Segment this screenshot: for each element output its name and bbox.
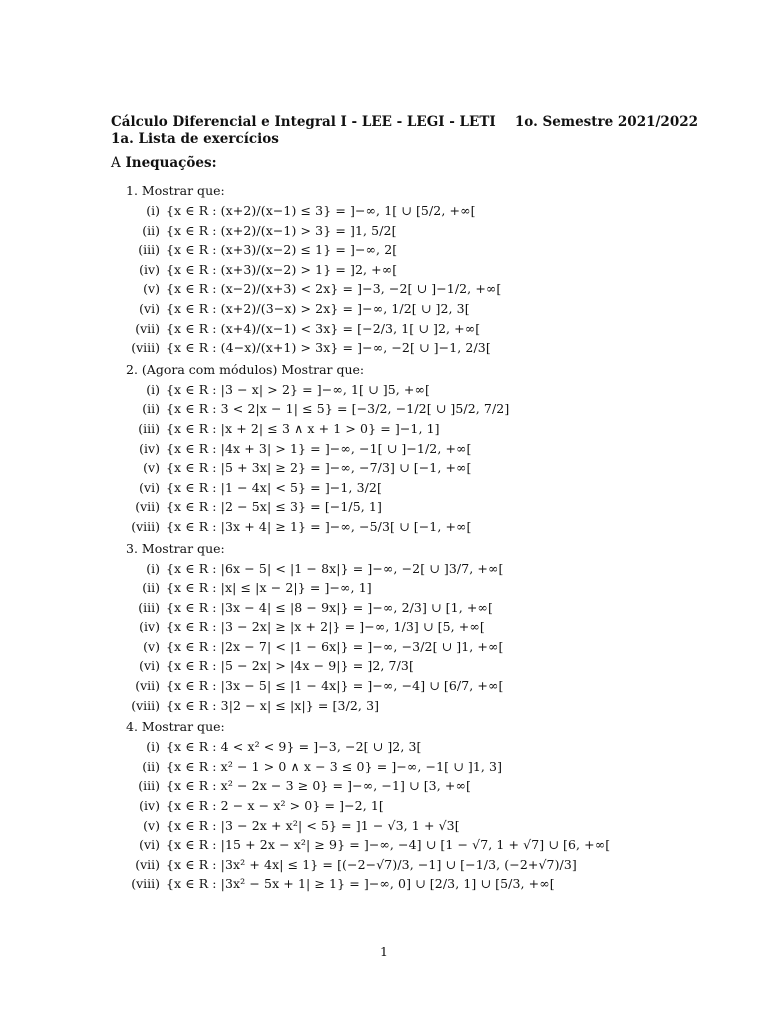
- item-expression: {x ∈ R : |3x − 4| ≤ |8 − 9x|} = ]−∞, 2/3] ∪ [1, +∞[: [166, 599, 493, 615]
- item-label: (iii): [138, 778, 160, 794]
- item-expression: {x ∈ R : (x+2)/(3−x) > 2x} = ]−∞, 1/2[ ∪ ]2, 3[: [166, 300, 470, 316]
- page-number: 1: [380, 944, 388, 959]
- course-title: Cálculo Diferencial e Integral I - LEE - LEGI - LETI: [111, 114, 496, 130]
- item-label: (vi): [139, 658, 160, 674]
- exercise-instruction: Mostrar que:: [141, 183, 225, 198]
- exercise-item: [126, 497, 726, 517]
- exercise-item: [126, 796, 726, 816]
- item-label: (vii): [135, 320, 160, 336]
- item-label: (iv): [139, 798, 160, 814]
- item-label: (iv): [139, 440, 160, 456]
- item-expression: {x ∈ R : |15 + 2x − x²| ≥ 9} = ]−∞, −4] ∪ [1 − √7, 1 + √7] ∪ [6, +∞[: [166, 837, 611, 853]
- exercise-1: [126, 181, 726, 358]
- item-expression: {x ∈ R : |1 − 4x| < 5} = ]−1, 3/2[: [166, 479, 382, 495]
- item-expression: {x ∈ R : (x+2)/(x−1) > 3} = ]1, 5/2[: [166, 222, 397, 238]
- item-label: (v): [143, 460, 160, 476]
- exercise-instruction: Mostrar que:: [141, 540, 225, 556]
- item-label: (iii): [138, 242, 160, 258]
- item-expression: {x ∈ R : |3x² + 4x| ≤ 1} = [(−2−√7)/3, −1] ∪ [−1/3, (−2+√7)/3]: [166, 856, 577, 872]
- exercise-item: [126, 617, 726, 637]
- exercise-list: [126, 181, 726, 896]
- item-label: (ii): [142, 222, 160, 238]
- exercise-item: [126, 855, 726, 875]
- item-label: (viii): [131, 340, 160, 356]
- exercise-instruction: Mostrar que:: [141, 719, 225, 735]
- exercise-title: [126, 539, 726, 559]
- item-expression: {x ∈ R : |4x + 3| > 1} = ]−∞, −1[ ∪ ]−1/2, +∞[: [166, 440, 472, 456]
- item-expression: {x ∈ R : |3x + 4| ≥ 1} = ]−∞, −5/3[ ∪ [−1, +∞[: [166, 518, 472, 534]
- item-label: (iv): [139, 261, 160, 277]
- item-expression: {x ∈ R : 2 − x − x² > 0} = ]−2, 1[: [166, 798, 384, 814]
- sheet-title: 1a. Lista de exercícios: [111, 131, 279, 147]
- item-label: (i): [146, 381, 160, 397]
- item-expression: {x ∈ R : 3 < 2|x − 1| ≤ 5} = [−3/2, −1/2[ ∪ ]5/2, 7/2]: [166, 401, 510, 417]
- exercise-4: [126, 717, 726, 894]
- item-expression: {x ∈ R : |3 − x| > 2} = ]−∞, 1[ ∪ ]5, +∞[: [166, 381, 430, 397]
- item-expression: {x ∈ R : |6x − 5| < |1 − 8x|} = ]−∞, −2[ ∪ ]3/7, +∞[: [166, 560, 504, 576]
- exercise-number: 3.: [126, 540, 138, 556]
- exercise-instruction: (Agora com módulos) Mostrar que:: [141, 361, 365, 377]
- exercise-item: [126, 380, 726, 400]
- section-heading: [111, 155, 217, 171]
- item-label: (vi): [139, 300, 160, 316]
- exercise-item: [126, 221, 726, 241]
- item-expression: {x ∈ R : |3x − 5| ≤ |1 − 4x|} = ]−∞, −4] ∪ [6/7, +∞[: [166, 678, 504, 694]
- exercise-item: [126, 260, 726, 280]
- item-expression: {x ∈ R : |x + 2| ≤ 3 ∧ x + 1 > 0} = ]−1, 1]: [166, 420, 440, 436]
- item-label: (vii): [135, 499, 160, 515]
- exercise-item: [126, 656, 726, 676]
- item-label: (vii): [135, 856, 160, 872]
- item-expression: {x ∈ R : (x+4)/(x−1) < 3x} = [−2/3, 1[ ∪ ]2, +∞[: [166, 320, 481, 336]
- exercise-item: [126, 676, 726, 696]
- exercise-item: [126, 517, 726, 537]
- exercise-2: [126, 360, 726, 537]
- exercise-item: [126, 578, 726, 598]
- item-label: (i): [146, 739, 160, 755]
- exercise-item: [126, 816, 726, 836]
- exercise-item: [126, 439, 726, 459]
- item-label: (viii): [131, 697, 160, 713]
- item-label: (vi): [139, 837, 160, 853]
- section-letter: A: [111, 155, 121, 171]
- item-label: (ii): [142, 758, 160, 774]
- item-expression: {x ∈ R : (x+2)/(x−1) ≤ 3} = ]−∞, 1[ ∪ [5/2, +∞[: [166, 203, 476, 218]
- item-label: (vii): [135, 678, 160, 694]
- item-expression: {x ∈ R : |5 − 2x| > |4x − 9|} = ]2, 7/3[: [166, 658, 414, 674]
- item-label: (viii): [131, 876, 160, 892]
- item-expression: {x ∈ R : (x−2)/(x+3) < 2x} = ]−3, −2[ ∪ ]−1/2, +∞[: [166, 281, 502, 297]
- exercise-title: [126, 181, 726, 201]
- item-expression: {x ∈ R : |2x − 7| < |1 − 6x|} = ]−∞, −3/2[ ∪ ]1, +∞[: [166, 638, 504, 654]
- item-label: (v): [143, 817, 160, 833]
- item-label: (ii): [142, 401, 160, 417]
- semester-label: 1o. Semestre 2021/2022: [514, 114, 698, 130]
- item-expression: {x ∈ R : |3 − 2x| ≥ |x + 2|} = ]−∞, 1/3] ∪ [5, +∞[: [166, 619, 485, 635]
- item-expression: {x ∈ R : |5 + 3x| ≥ 2} = ]−∞, −7/3] ∪ [−1, +∞[: [166, 460, 472, 476]
- exercise-number: 2.: [126, 361, 138, 377]
- item-label: (i): [146, 203, 160, 218]
- item-label: (vi): [139, 479, 160, 495]
- exercise-item: [126, 776, 726, 796]
- item-label: (ii): [142, 580, 160, 596]
- exercise-item: [126, 458, 726, 478]
- item-expression: {x ∈ R : x² − 1 > 0 ∧ x − 3 ≤ 0} = ]−∞, −1[ ∪ ]1, 3]: [166, 758, 503, 774]
- item-expression: {x ∈ R : |3x² − 5x + 1| ≥ 1} = ]−∞, 0] ∪ [2/3, 1] ∪ [5/3, +∞[: [166, 876, 555, 892]
- document-header: [111, 114, 698, 148]
- item-expression: {x ∈ R : x² − 2x − 3 ≥ 0} = ]−∞, −1] ∪ [3, +∞[: [166, 778, 471, 794]
- exercise-item: [126, 240, 726, 260]
- item-expression: {x ∈ R : |2 − 5x| ≤ 3} = [−1/5, 1]: [166, 499, 382, 515]
- item-expression: {x ∈ R : (x+3)/(x−2) > 1} = ]2, +∞[: [166, 261, 398, 277]
- item-label: (iv): [139, 619, 160, 635]
- exercise-item: [126, 201, 726, 221]
- exercise-item: [126, 737, 726, 757]
- exercise-item: [126, 598, 726, 618]
- item-label: (v): [143, 638, 160, 654]
- exercise-item: [126, 338, 726, 358]
- exercise-item: [126, 559, 726, 579]
- exercise-item: [126, 419, 726, 439]
- item-expression: {x ∈ R : (4−x)/(x+1) > 3x} = ]−∞, −2[ ∪ ]−1, 2/3[: [166, 340, 491, 356]
- item-label: (i): [146, 560, 160, 576]
- exercise-3: [126, 539, 726, 716]
- exercise-number: 1.: [126, 183, 138, 198]
- item-expression: {x ∈ R : |x| ≤ |x − 2|} = ]−∞, 1]: [166, 580, 372, 596]
- item-expression: {x ∈ R : |3 − 2x + x²| < 5} = ]1 − √3, 1 + √3[: [166, 817, 460, 833]
- exercise-title: [126, 360, 726, 380]
- exercise-item: [126, 299, 726, 319]
- exercise-item: [126, 757, 726, 777]
- exercise-item: [126, 399, 726, 419]
- item-label: (v): [143, 281, 160, 297]
- exercise-number: 4.: [126, 719, 138, 735]
- exercise-item: [126, 478, 726, 498]
- section-title: Inequações:: [125, 155, 217, 171]
- item-expression: {x ∈ R : (x+3)/(x−2) ≤ 1} = ]−∞, 2[: [166, 242, 398, 258]
- exercise-item: [126, 696, 726, 716]
- item-label: (iii): [138, 599, 160, 615]
- item-expression: {x ∈ R : 3|2 − x| ≤ |x|} = [3/2, 3]: [166, 697, 380, 713]
- exercise-item: [126, 319, 726, 339]
- exercise-title: [126, 717, 726, 737]
- exercise-item: [126, 279, 726, 299]
- exercise-item: [126, 637, 726, 657]
- exercise-item: [126, 874, 726, 894]
- item-label: (viii): [131, 518, 160, 534]
- item-label: (iii): [138, 420, 160, 436]
- exercise-item: [126, 835, 726, 855]
- item-expression: {x ∈ R : 4 < x² < 9} = ]−3, −2[ ∪ ]2, 3[: [166, 739, 422, 755]
